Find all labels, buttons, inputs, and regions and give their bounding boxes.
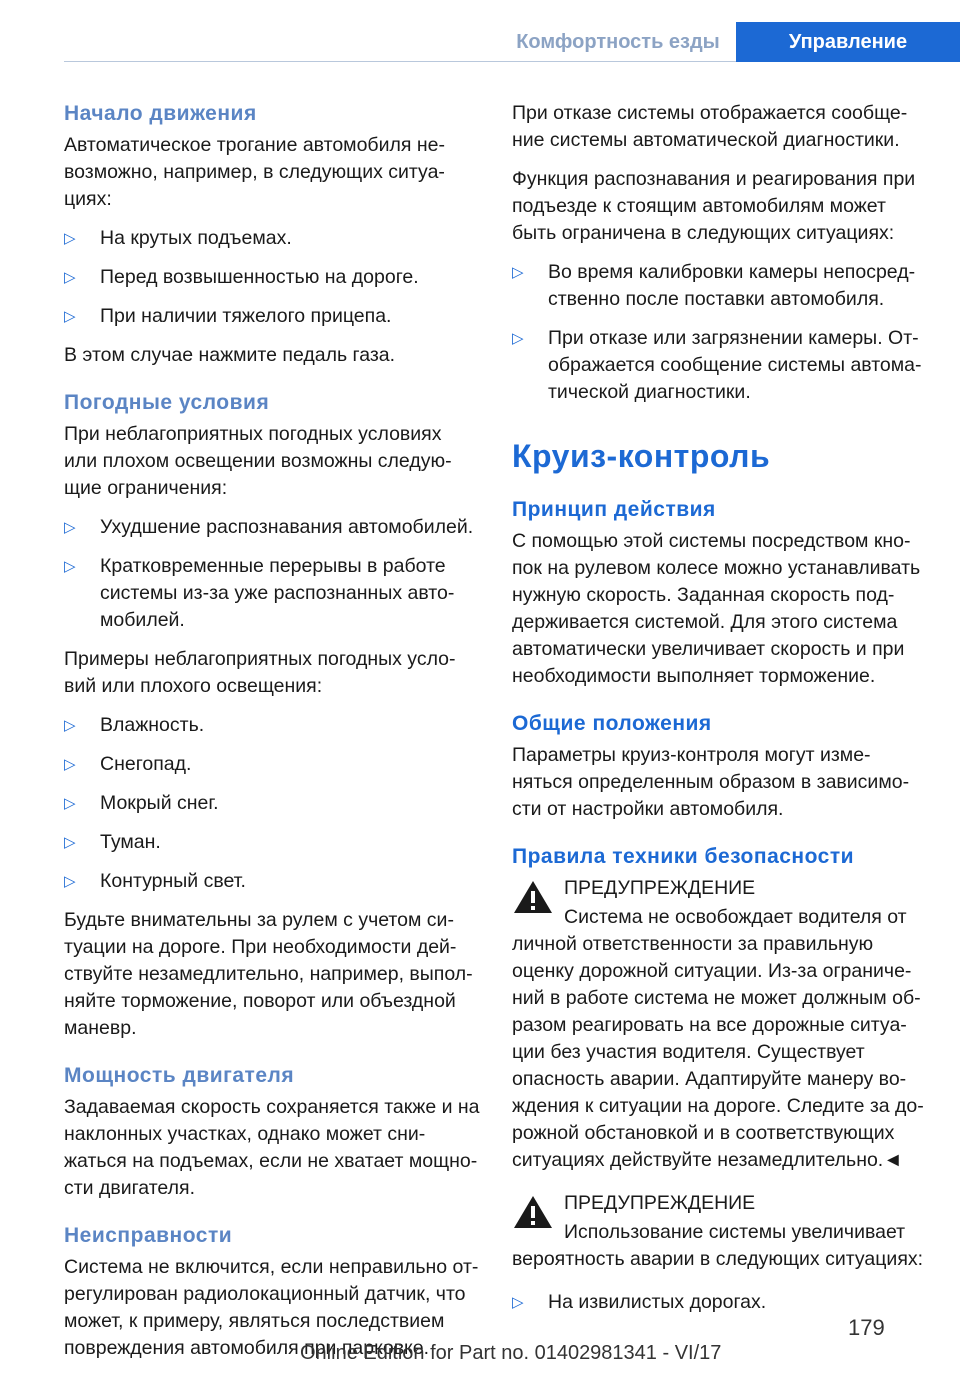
- section-start-driving: [64, 100, 480, 369]
- right-column: [512, 100, 928, 1336]
- header-chapter-tab[interactable]: Управление: [736, 22, 960, 62]
- section-title: Принцип действия: [512, 498, 716, 521]
- list-item: [64, 264, 480, 291]
- paragraph: При неблагоприятных погодных условиях или плохом освещении возможны следую-щие ограничения:: [64, 423, 452, 499]
- bullet-triangle-icon: ▷: [64, 269, 76, 286]
- chapter-title: Круиз-контроль: [512, 438, 771, 474]
- warning-triangle-icon: [512, 1194, 554, 1230]
- section-title: Мощность двигателя: [64, 1064, 295, 1087]
- paragraph: Функция распознавания и реагирования при подъезде к стоящим автомобилям может быть ограничена в следующих ситуациях:: [512, 168, 916, 244]
- warning-text-first-line: Использование системы увеличивает: [564, 1221, 906, 1243]
- section-malfunctions: [64, 1222, 480, 1362]
- paragraph: С помощью этой системы посредством кно-пок на рулевом колесе можно устанавливать нужную скорость. Заданная скорость под-держивается системой. Для этого система автоматически увеличивает скорость и при необходимости выполняет торможение.: [512, 530, 921, 687]
- list-item: [64, 712, 480, 739]
- list-item-text: Перед возвышенностью на дороге.: [100, 266, 419, 288]
- warning-block: [512, 1190, 928, 1273]
- edition-note: Online Edition for Part no. 01402981341 - VI/17: [300, 1342, 722, 1364]
- list-item-text: Контурный свет.: [100, 870, 246, 892]
- section-safety: [512, 843, 928, 1316]
- list-item-text: Ухудшение распознавания автомобилей.: [100, 516, 474, 538]
- section-title: Погодные условия: [64, 391, 270, 414]
- section-operating-principle: [512, 496, 928, 690]
- list-item: [64, 303, 480, 330]
- section-title: Начало движения: [64, 102, 257, 125]
- header-section-tab[interactable]: Комфортность езды: [516, 31, 720, 53]
- bullet-list: [64, 712, 480, 895]
- bullet-list: [64, 514, 480, 634]
- paragraph: Задаваемая скорость сохраняется также и на наклонных участках, однако может сни-жаться на подъемах, если не хватает мощно-сти двигателя.: [64, 1096, 480, 1199]
- list-item-text: Мокрый снег.: [100, 792, 219, 814]
- paragraph: Система не включится, если неправильно от-регулирован радиолокационный датчик, что может, к примеру, являться последствием повреждения автомобиля при парковке.: [64, 1256, 479, 1359]
- bullet-triangle-icon: ▷: [64, 558, 76, 575]
- paragraph: При отказе системы отображается сообще-ние системы автоматической диагностики.: [512, 102, 908, 151]
- section-title: Правила техники безопасности: [512, 845, 855, 868]
- left-column: [64, 100, 480, 1382]
- bullet-triangle-icon: ▷: [64, 873, 76, 890]
- list-item: [64, 514, 480, 541]
- list-item: [64, 751, 480, 778]
- paragraph: Параметры круиз-контроля могут изме-няться определенным образом в зависимо-сти от настройки автомобиля.: [512, 744, 910, 820]
- list-item: [64, 868, 480, 895]
- list-item-text: При наличии тяжелого прицепа.: [100, 305, 392, 327]
- bullet-list: [512, 1289, 928, 1316]
- section-engine-power: [64, 1062, 480, 1202]
- warning-triangle-icon: [512, 879, 554, 915]
- warning-text-first-line: Система не освобождает водителя от: [564, 906, 907, 928]
- paragraph: В этом случае нажмите педаль газа.: [64, 344, 396, 366]
- list-item-text: Во время калибровки камеры непосред-ственно после поставки автомобиля.: [548, 261, 916, 310]
- list-item-text: На крутых подъемах.: [100, 227, 292, 249]
- list-item-text: При отказе или загрязнении камеры. От-ображается сообщение системы автома-тической диагностики.: [548, 327, 922, 403]
- list-item-text: Влажность.: [100, 714, 205, 736]
- bullet-triangle-icon: ▷: [64, 834, 76, 851]
- section-weather: [64, 389, 480, 1042]
- list-item-text: Снегопад.: [100, 753, 192, 775]
- list-item: [64, 553, 480, 634]
- warning-title: ПРЕДУПРЕЖДЕНИЕ: [564, 877, 756, 899]
- bullet-triangle-icon: ▷: [64, 308, 76, 325]
- bullet-triangle-icon: ▷: [512, 330, 524, 347]
- list-item: [512, 325, 928, 406]
- header-divider: [64, 61, 736, 62]
- page-number: 179: [848, 1315, 885, 1340]
- list-item: [64, 790, 480, 817]
- section-general: [512, 710, 928, 823]
- bullet-triangle-icon: ▷: [512, 1294, 524, 1311]
- page-header: [0, 22, 960, 62]
- bullet-list: [512, 259, 928, 406]
- section-title: Общие положения: [512, 712, 712, 735]
- paragraph: Будьте внимательны за рулем с учетом си-туации на дороге. При необходимости дей-ствуйте незамедлительно, например, выпол-няйте торможение, поворот или объездной маневр.: [64, 909, 473, 1039]
- list-item-text: Кратковременные перерывы в работе системы из-за уже распознанных авто-мобилей.: [100, 555, 455, 631]
- bullet-triangle-icon: ▷: [64, 795, 76, 812]
- bullet-triangle-icon: ▷: [64, 519, 76, 536]
- paragraph: Автоматическое трогание автомобиля не-возможно, например, в следующих ситуа-циях:: [64, 134, 445, 210]
- bullet-list: [64, 225, 480, 330]
- list-item: [64, 829, 480, 856]
- bullet-triangle-icon: ▷: [64, 717, 76, 734]
- warning-text: вероятность аварии в следующих ситуациях:: [512, 1248, 924, 1270]
- warning-text: личной ответственности за правильную оценку дорожной ситуации. Из-за ограниче-ний в работе система не может должным об-разом реагировать на все дорожные ситуа-ции без участия водителя. Существует опасность аварии. Адаптируйте манеру во-ждения к ситуации на дороге. Следите за до-рожной обстановкой и в соответствующих ситуациях действуйте незамедлительно.◄: [512, 933, 924, 1171]
- list-item: [64, 225, 480, 252]
- bullet-triangle-icon: ▷: [512, 264, 524, 281]
- paragraph: Примеры неблагоприятных погодных усло-вий или плохого освещения:: [64, 648, 456, 697]
- section-title: Неисправности: [64, 1224, 233, 1247]
- list-item-text: Туман.: [100, 831, 161, 853]
- list-item: [512, 1289, 928, 1316]
- list-item: [512, 259, 928, 313]
- bullet-triangle-icon: ▷: [64, 756, 76, 773]
- list-item-text: На извилистых дорогах.: [548, 1291, 767, 1313]
- warning-block: [512, 875, 928, 1174]
- bullet-triangle-icon: ▷: [64, 230, 76, 247]
- warning-title: ПРЕДУПРЕЖДЕНИЕ: [564, 1192, 756, 1214]
